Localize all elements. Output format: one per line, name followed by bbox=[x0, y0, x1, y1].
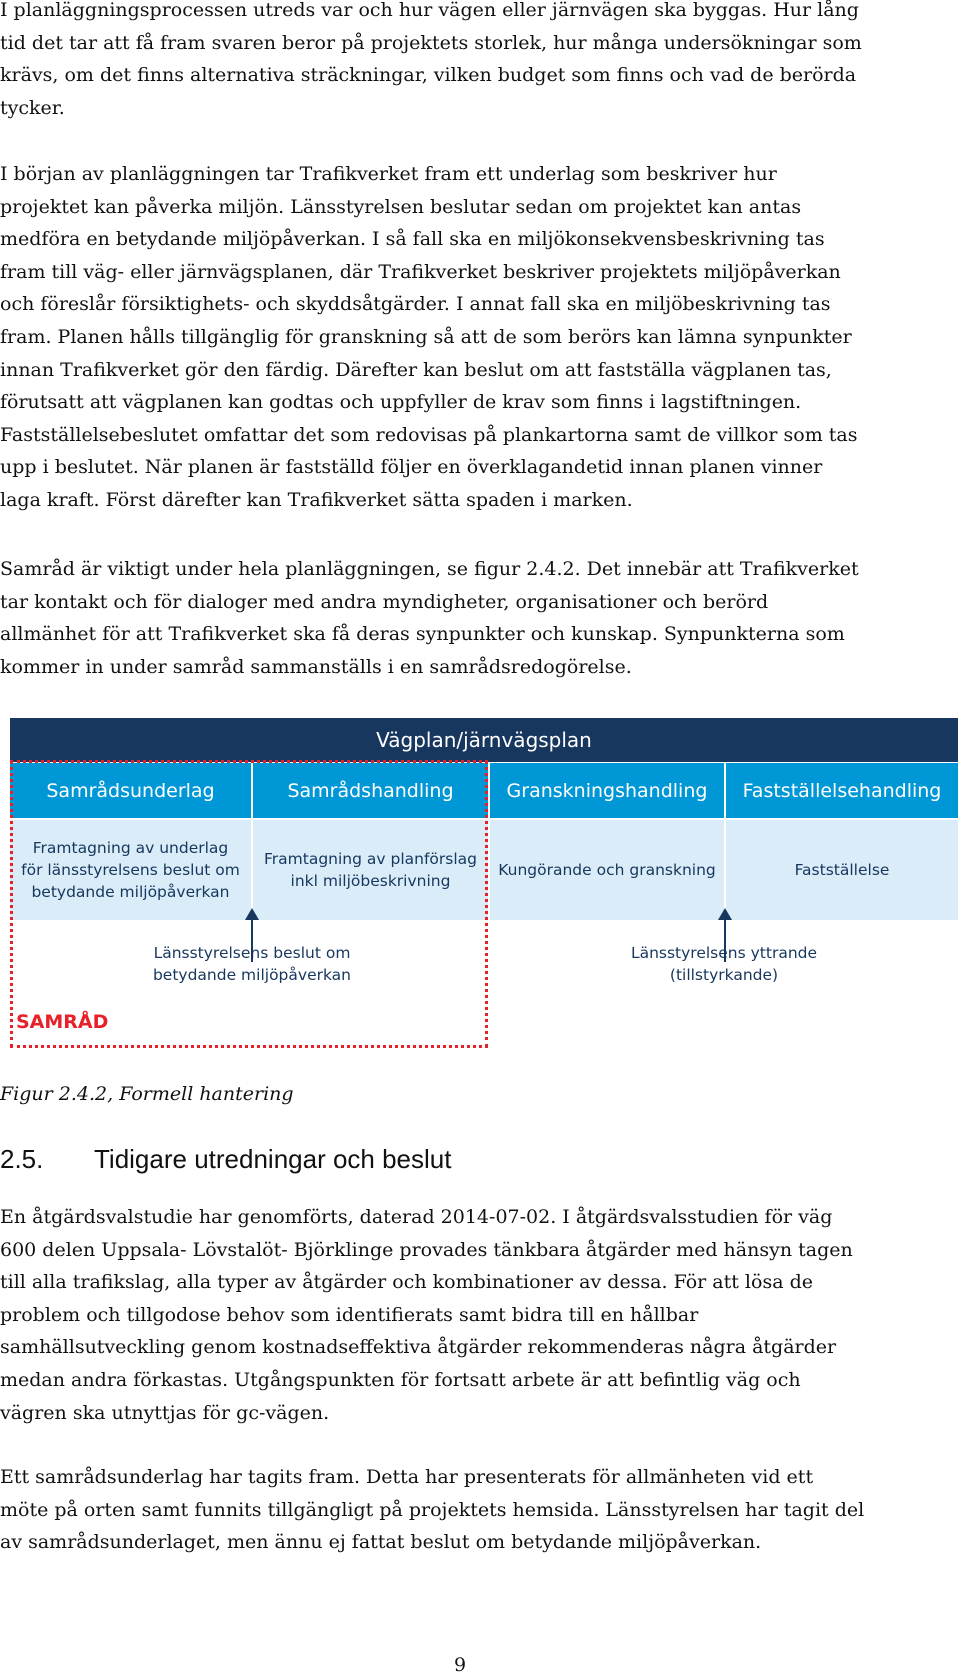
description-line: för länsstyrelsens beslut om bbox=[21, 861, 240, 879]
paragraph-planning-process bbox=[0, 0, 862, 124]
text-line: krävs, om det finns alternativa sträckningar, vilken budget som finns och vad de berörda bbox=[0, 64, 857, 87]
description-line: inkl miljöbeskrivning bbox=[290, 872, 451, 890]
samrad-label: SAMRÅD bbox=[16, 1011, 109, 1033]
stage-granskningshandling: Granskningshandling bbox=[490, 763, 724, 818]
note-line: (tillstyrkande) bbox=[669, 966, 779, 984]
text-line: tar kontakt och för dialoger med andra myndigheter, organisationer och berörd bbox=[0, 590, 769, 613]
text-line: vägren ska utnyttjas för gc-vägen. bbox=[0, 1401, 330, 1424]
text-line: fram. Planen hålls tillgänglig för granskning så att de som berörs kan lämna synpunkter bbox=[0, 325, 852, 348]
text-line: innan Trafikverket gör den färdig. Därefter kan beslut om att fastställa vägplanen tas, bbox=[0, 358, 832, 381]
text-line: Samråd är viktigt under hela planläggningen, se figur 2.4.2. Det innebär att Trafikverket bbox=[0, 558, 859, 580]
text-line: I planläggningsprocessen utreds var och hur vägen eller järnvägen ska byggas. Hur lång bbox=[0, 0, 859, 21]
stage-description bbox=[490, 820, 724, 920]
paragraph-atgardsvalsstudie bbox=[0, 1201, 853, 1429]
text-line: kommer in under samråd sammanställs i en samrådsredogörelse. bbox=[0, 655, 632, 678]
section-heading bbox=[0, 1144, 451, 1175]
text-line: av samrådsunderlaget, men ännu ej fattat beslut om betydande miljöpåverkan. bbox=[0, 1531, 762, 1554]
process-figure bbox=[10, 718, 958, 1048]
text-line: till alla trafikslag, alla typer av åtgärder och kombinationer av dessa. För att lösa de bbox=[0, 1271, 813, 1294]
stage-samradshandling: Samrådshandling bbox=[253, 763, 488, 818]
text-line: problem och tillgodose behov som identifierats samt bidra till en hållbar bbox=[0, 1303, 699, 1326]
description-line: Framtagning av planförslag bbox=[264, 850, 477, 868]
text-line: laga kraft. Först därefter kan Trafikverket sätta spaden i marken. bbox=[0, 488, 633, 511]
note-lansstyrelsens-yttrande bbox=[604, 942, 844, 986]
section-number: 2.5. bbox=[0, 1144, 44, 1174]
text-line: och föreslår försiktighets- och skyddsåtgärder. I annat fall ska en miljöbeskrivning tas bbox=[0, 293, 831, 316]
description-line: betydande miljöpåverkan bbox=[31, 883, 230, 901]
text-line: 600 delen Uppsala- Lövstalöt- Björklinge provades tänkbara åtgärder med hänsyn tagen bbox=[0, 1238, 853, 1261]
description-line: Fastställelse bbox=[794, 861, 890, 879]
description-line: Framtagning av underlag bbox=[32, 839, 229, 857]
text-line: tid det tar att få fram svaren beror på projektets storlek, hur många undersökningar som bbox=[0, 31, 862, 54]
text-line: fram till väg- eller järnvägsplanen, där Trafikverket beskriver projektets miljöpåverkan bbox=[0, 260, 841, 283]
stage-description bbox=[726, 820, 958, 920]
text-line: förutsatt att vägplanen kan godtas och uppfyller de krav som finns i lagstiftningen. bbox=[0, 391, 802, 414]
text-line: allmänhet för att Trafikverket ska få deras synpunkter och kunskap. Synpunkterna som bbox=[0, 623, 845, 646]
text-line: samhällsutveckling genom kostnadseffektiva åtgärder rekommenderas några åtgärder bbox=[0, 1336, 837, 1359]
text-line: Ett samrådsunderlag har tagits fram. Detta har presenterats för allmänheten vid ett bbox=[0, 1466, 814, 1488]
text-line: upp i beslutet. När planen är fastställd följer en överklagandetid innan planen vinner bbox=[0, 456, 823, 479]
section-title: Tidigare utredningar och beslut bbox=[94, 1144, 452, 1174]
paragraph-environmental-assessment bbox=[0, 158, 858, 517]
paragraph-samradsunderlag bbox=[0, 1461, 864, 1559]
samrad-dotted-frame bbox=[10, 760, 488, 1048]
text-line: I början av planläggningen tar Trafikverket fram ett underlag som beskriver hur bbox=[0, 163, 777, 185]
text-line: medföra en betydande miljöpåverkan. I så fall ska en miljökonsekvensbeskrivning tas bbox=[0, 228, 825, 251]
stage-faststallelsehandling: Fastställelsehandling bbox=[726, 763, 958, 818]
note-line: Länsstyrelsens yttrande bbox=[630, 944, 818, 962]
text-line: En åtgärdsvalstudie har genomförts, daterad 2014-07-02. I åtgärdsvalsstudien för väg bbox=[0, 1206, 833, 1228]
text-line: möte på orten samt funnits tillgängligt på projektets hemsida. Länsstyrelsen har tagit del bbox=[0, 1498, 865, 1521]
paragraph-consultation bbox=[0, 553, 859, 683]
text-line: Fastställelsebeslutet omfattar det som redovisas på plankartorna samt de villkor som tas bbox=[0, 423, 858, 446]
figure-caption: Figur 2.4.2, Formell hantering bbox=[0, 1083, 294, 1105]
figure-title: Vägplan/järnvägsplan bbox=[10, 718, 958, 762]
note-line: Länsstyrelsens beslut om bbox=[153, 944, 351, 962]
text-line: medan andra förkastas. Utgångspunkten för fortsatt arbete är att befintlig väg och bbox=[0, 1368, 801, 1391]
description-line: Kungörande och granskning bbox=[498, 861, 716, 879]
note-line: betydande miljöpåverkan bbox=[152, 966, 352, 984]
stage-samradsunderlag: Samrådsunderlag bbox=[10, 763, 251, 818]
page-number: 9 bbox=[453, 1654, 467, 1676]
text-line: projektet kan påverka miljön. Länsstyrelsen beslutar sedan om projektet kan antas bbox=[0, 195, 802, 218]
text-line: tycker. bbox=[0, 96, 65, 119]
